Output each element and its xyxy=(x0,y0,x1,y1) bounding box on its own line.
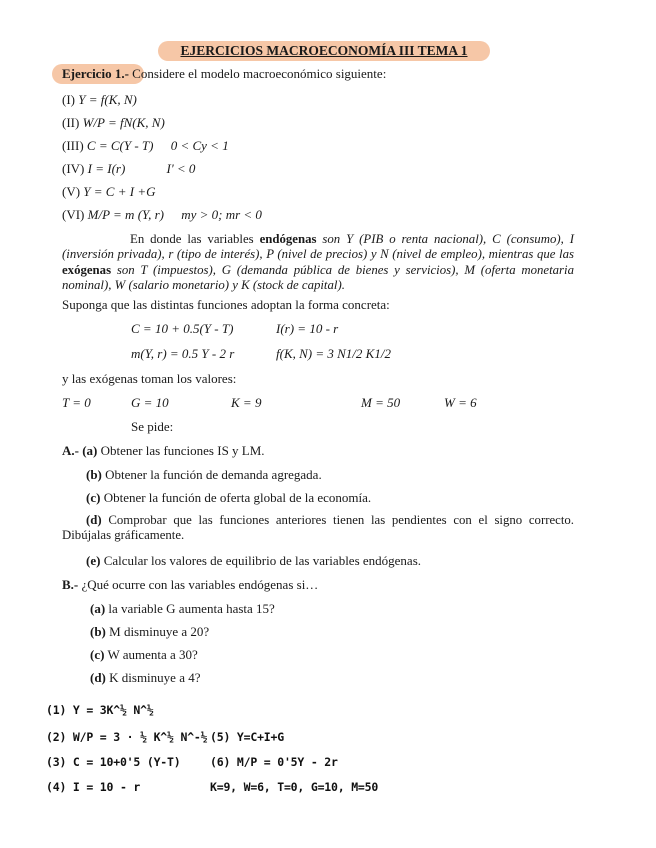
part-a-d xyxy=(62,513,574,544)
page-title: EJERCICIOS MACROECONOMÍA III TEMA 1 xyxy=(158,41,490,61)
item-text: M disminuye a 20? xyxy=(105,624,210,639)
item-label: (d) xyxy=(86,513,102,527)
exogenous-term: exógenas xyxy=(62,262,112,277)
part-b-b xyxy=(90,624,209,640)
part-a-e xyxy=(86,553,421,569)
exog-value-g: G = 10 xyxy=(131,395,169,410)
equation-4 xyxy=(62,161,195,177)
handwritten-eq-4: (4) I = 10 - r xyxy=(46,780,141,794)
handwritten-eq-6: (6) M/P = 0'5Y - 2r xyxy=(210,755,338,769)
endogenous-term: endógenas xyxy=(259,232,317,246)
asks-label: Se pide: xyxy=(131,419,174,434)
item-label: (d) xyxy=(90,670,106,685)
description-paragraph xyxy=(62,232,574,294)
equation-2 xyxy=(62,115,165,131)
equation-condition: I' < 0 xyxy=(166,161,196,176)
part-a-label: A.- (a) xyxy=(62,443,98,458)
consumption-function: C = 10 + 0.5(Y - T) xyxy=(131,321,234,336)
equation-number: (II) xyxy=(62,115,80,130)
equation-1 xyxy=(62,92,137,108)
equation-3 xyxy=(62,138,229,154)
item-label: (c) xyxy=(90,647,105,662)
part-a-c xyxy=(86,490,371,506)
part-b-question xyxy=(62,577,318,593)
item-text: Calcular los valores de equilibrio de las variables endógenas. xyxy=(100,553,422,568)
equation-number: (IV) xyxy=(62,161,85,176)
investment-function: I(r) = 10 - r xyxy=(276,321,339,336)
equation-condition: 0 < Cy < 1 xyxy=(170,138,229,153)
exog-value-t: T = 0 xyxy=(62,395,91,410)
description-text: son Y (PIB o renta nacional), C (consumo), I (inversión privada), r (tipo de interés), P (nivel de precios) y N (nivel de empleo), mientras que las xyxy=(62,232,574,262)
item-text: W aumenta a 30? xyxy=(104,647,198,662)
equation-expr: Y = f(K, N) xyxy=(78,92,137,107)
item-text: Comprobar que las funciones anteriores tienen las pendientes con el signo correcto. Dibújalas gráficamente. xyxy=(62,513,574,543)
part-b-label: B.- xyxy=(62,577,79,592)
equation-number: (I) xyxy=(62,92,75,107)
handwritten-eq-1: (1) Y = 3K^½ N^½ xyxy=(46,703,154,717)
part-b-text: ¿Qué ocurre con las variables endógenas si… xyxy=(78,577,319,592)
equation-expr: W/P = fN(K, N) xyxy=(82,115,165,130)
equation-expr: M/P = m (Y, r) xyxy=(87,207,164,222)
item-label: (b) xyxy=(86,467,102,482)
handwritten-eq-5: (5) Y=C+I+G xyxy=(210,730,284,744)
exercise-header xyxy=(62,66,386,82)
equation-expr: C = C(Y - T) xyxy=(86,138,154,153)
item-text: Obtener la función de demanda agregada. xyxy=(101,467,322,482)
equation-expr: I = I(r) xyxy=(87,161,126,176)
part-a-b xyxy=(86,467,322,483)
description-text: son T (impuestos), G (demanda pública de bienes y servicios), M (oferta monetaria nominal), W (salario monetario) y K (stock de capital). xyxy=(62,262,574,293)
part-a-a xyxy=(62,443,265,459)
equation-5 xyxy=(62,184,155,200)
equation-expr: Y = C + I +G xyxy=(83,184,156,199)
exog-value-w: W = 6 xyxy=(444,395,477,410)
money-demand-function: m(Y, r) = 0.5 Y - 2 r xyxy=(131,346,235,361)
exog-value-k: K = 9 xyxy=(231,395,262,410)
production-function: f(K, N) = 3 N1/2 K1/2 xyxy=(276,346,391,361)
exogenous-intro: y las exógenas toman los valores: xyxy=(62,371,237,386)
item-text: K disminuye a 4? xyxy=(105,670,201,685)
part-b-d xyxy=(90,670,200,686)
exercise-intro: Considere el modelo macroeconómico siguiente: xyxy=(128,66,387,81)
exog-value-m: M = 50 xyxy=(361,395,401,410)
part-b-c xyxy=(90,647,198,663)
item-label: (b) xyxy=(90,624,106,639)
equation-number: (III) xyxy=(62,138,84,153)
functions-intro: Suponga que las distintas funciones adoptan la forma concreta: xyxy=(62,297,390,312)
item-text: la variable G aumenta hasta 15? xyxy=(105,601,275,616)
equation-number: (V) xyxy=(62,184,81,199)
item-label: (c) xyxy=(86,490,101,505)
description-text: En donde las variables xyxy=(130,232,260,246)
exercise-label: Ejercicio 1.- xyxy=(62,66,129,81)
part-b-a xyxy=(90,601,275,617)
equation-6 xyxy=(62,207,262,223)
handwritten-eq-3: (3) C = 10+0'5 (Y-T) xyxy=(46,755,181,769)
equation-condition: my > 0; mr < 0 xyxy=(181,207,262,222)
handwritten-values: K=9, W=6, T=0, G=10, M=50 xyxy=(210,780,379,794)
item-label: (a) xyxy=(90,601,106,616)
part-a-a-text: Obtener las funciones IS y LM. xyxy=(97,443,265,458)
handwritten-eq-2: (2) W/P = 3 · ½ K^½ N^-½ xyxy=(46,730,208,744)
item-text: Obtener la función de oferta global de la economía. xyxy=(100,490,372,505)
equation-number: (VI) xyxy=(62,207,85,222)
item-label: (e) xyxy=(86,553,101,568)
